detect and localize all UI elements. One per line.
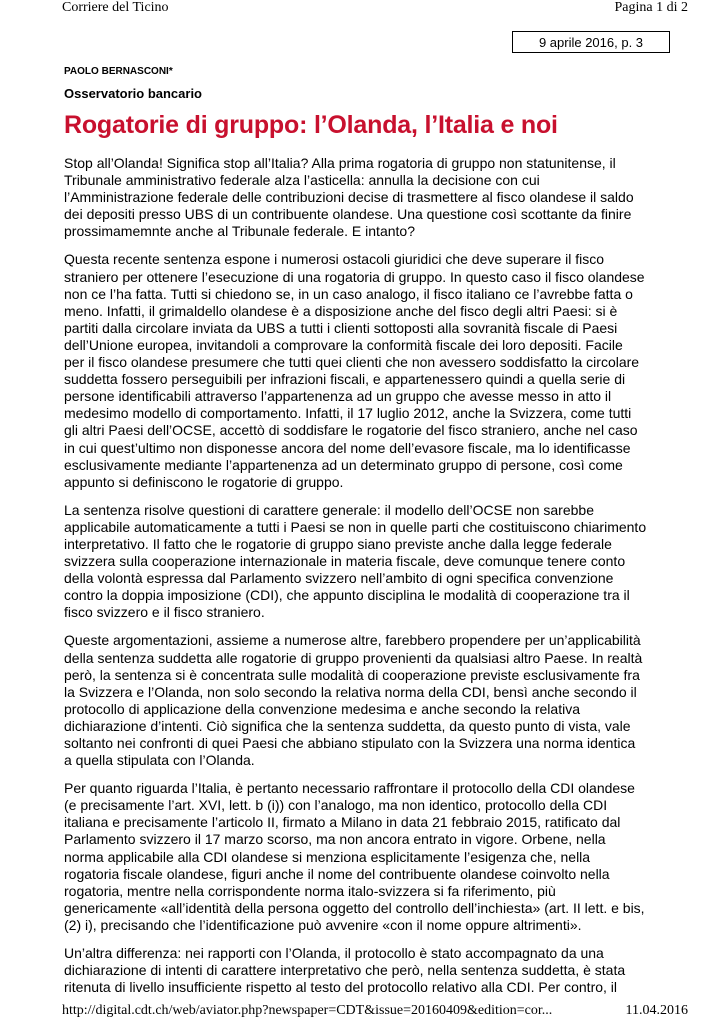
paragraph-line: per il fisco olandese presumere che tutti quei clienti che non avessero soddisfatto la circolare [64, 354, 640, 371]
paragraph [64, 780, 676, 934]
paragraph-line: appunto si definiscono le rogatorie di gruppo. [64, 473, 344, 490]
paragraph-line: della volontà espressa dal Parlamento svizzero nell’ambito di ogni specifica convenzione [64, 570, 614, 587]
paragraph-line: Un’altra differenza: nei rapporti con l’Olanda, il protocollo è stato accompagnato da una [64, 945, 604, 962]
paragraph-line: gli altri Paesi dell’OCSE, accettò di soddisfare le rogatorie del fisco straniero, anche nel caso [64, 422, 638, 439]
paragraph-line: Stop all’Olanda! Significa stop all’Italia? Alla prima rogatoria di gruppo non statunitense, il [64, 155, 616, 171]
paragraph-line: dichiarazione di intenti di carattere interpretativo che però, nella sentenza suddetta, è stata [64, 962, 626, 979]
paragraph-line: soltanto nei confronti di quei Paesi che abbiano stipulato con la Svizzera una norma identica [64, 735, 636, 751]
paragraph-line: italiana e precisamente l’articolo II, firmato a Milano in data 21 febbraio 2015, ratificato dal [64, 814, 621, 831]
paragraph-line: (2) i), precisando che l’identificazione può avvenire «con il nome oppure altrimenti». [64, 916, 582, 933]
paragraph-line: interpretativo. Il fatto che le rogatorie di gruppo siano previste anche dalla legge federale [64, 535, 612, 552]
newspaper-name: Corriere del Ticino [62, 0, 169, 15]
paragraph-line: della sentenza suddetta alle rogatorie di gruppo provenienti da qualsiasi altro Paese. In realtà [64, 649, 643, 666]
paragraph-line: persone identificabili attraverso l’appartenenza ad un gruppo che avesse messo in atto il [64, 388, 612, 405]
paragraph-line: non ce l’ha fatta. Tutti si chiedono se, in un caso analogo, il fisco italiano ce l’avrebbe fatta o [64, 285, 633, 302]
paragraph-line: meno. Infatti, il grimaldello olandese è a disposizione anche del fisco degli altri Paesi: si è [64, 302, 618, 319]
paragraph-line: ritenuta di livello insufficiente rispetto al testo del protocollo relativo alla CDI. Per contro, il [64, 979, 618, 996]
article-title: Rogatorie di gruppo: l’Olanda, l’Italia e noi [64, 111, 558, 139]
paragraph-line: norma applicabile alla CDI olandese si menziona esplicitamente l’esigenza che, nella [64, 848, 591, 865]
paragraph [64, 945, 676, 996]
paragraph-line: La sentenza risolve questioni di carattere generale: il modello dell’OCSE non sarebbe [64, 501, 594, 518]
paragraph-line: Tribunale amministrativo federale alza l’asticella: annulla la decisione con cui [64, 172, 540, 189]
paragraph-line: la Svizzera e l’Olanda, non solo secondo la relativa norma della CDI, bensì anche secondo il [64, 683, 637, 700]
paragraph-line: protocollo di applicazione della convenzione medesima e anche secondo la relativa [64, 700, 580, 717]
paragraph [64, 155, 676, 240]
paragraph-line: suddetta fossero perseguibili per infrazioni fiscali, e appartenessero quindi a quella serie di [64, 371, 626, 388]
paragraph-line: dell’Unione europea, invitandoli a comprovare la conformità fiscale dei loro depositi. Facile [64, 336, 623, 353]
paragraph-line: (e precisamente l’art. XVI, lett. b (i)) con l’analogo, ma non identico, protocollo della CDI [64, 797, 608, 814]
paragraph-line: esclusivamente mediante l’appartenenza ad un determinato gruppo di persone, così come [64, 456, 623, 473]
paragraph-line: però, la sentenza si è concentrata sulle modalità di cooperazione previste esclusivamente fra [64, 666, 640, 683]
paragraph-line: fisco svizzero e il fisco straniero. [64, 604, 265, 621]
print-date: 11.04.2016 [625, 1003, 688, 1018]
article-body [64, 155, 676, 1007]
paragraph-line: dei depositi presso UBS di un contribuente olandese. Una questione così scottante da finire [64, 206, 632, 223]
paragraph-line: medesimo modello di comportamento. Infatti, il 17 luglio 2012, anche la Svizzera, come tutti [64, 405, 632, 422]
paragraph [64, 251, 676, 490]
paragraph-line: Queste argomentazioni, assieme a numerose altre, farebbero propendere per un’applicabilità [64, 632, 641, 649]
paragraph-line: rogatoria, mentre nella corrispondente norma italo-svizzera si fa riferimento, più [64, 882, 556, 899]
paragraph-line: dichiarazione d’intenti. Ciò significa che la sentenza suddetta, da questo punto di vista, vale [64, 717, 631, 734]
paragraph-line: applicabile automaticamente a tutti i Paesi se non in quelle parti che costituiscono chiarimento [64, 518, 647, 535]
section-label: Osservatorio bancario [64, 86, 202, 101]
paragraph [64, 632, 676, 769]
paragraph-line: Per quanto riguarda l’Italia, è pertanto necessario raffrontare il protocollo della CDI olandese [64, 780, 635, 797]
paragraph [64, 502, 676, 622]
date-box: 9 aprile 2016, p. 3 [512, 31, 670, 53]
paragraph-line: Questa recente sentenza espone i numerosi ostacoli giuridici che deve superare il fisco [64, 251, 605, 268]
author: PAOLO BERNASCONI* [64, 66, 173, 77]
paragraph-line: Parlamento svizzero il 17 marzo scorso, ma non ancora entrato in vigore. Orbene, nella [64, 831, 606, 848]
paragraph-line: svizzera sulla cooperazione internazionale in materia fiscale, deve comunque tenere conto [64, 553, 626, 570]
paragraph-line: straniero per ottenere l’esecuzione di una rogatoria di gruppo. In questo caso il fisco olandese [64, 268, 645, 285]
paragraph-line: in cui quest’ultimo non disponesse ancora del nome dell’evasore fiscale, ma lo identificasse [64, 439, 631, 456]
paragraph-line: rogatoria fiscale olandese, figuri anche il nome del contribuente olandese coinvolto nella [64, 865, 610, 882]
paragraph-line: a quella stipulata con l’Olanda. [64, 752, 255, 769]
paragraph-line: partiti dalla circolare inviata da UBS a tutti i clienti sottoposti alla sovranità fiscale di Paesi [64, 319, 618, 336]
paragraph-line: l’Amministrazione federale delle contribuzioni decise di trasmettere al fisco olandese il saldo [64, 189, 634, 206]
page-indicator: Pagina 1 di 2 [614, 0, 688, 15]
paragraph-line: genericamente «all’identità della persona oggetto del controllo dell’inchiesta» (art. II lett. e bis, [64, 899, 645, 916]
source-url[interactable]: http://digital.cdt.ch/web/aviator.php?newspaper=CDT&issue=20160409&edition=cor... [62, 1003, 553, 1018]
paragraph-line: contro la doppia imposizione (CDI), che appunto disciplina le modalità di cooperazione tra il [64, 587, 630, 604]
paragraph-line: prossimamemnte anche al Tribunale federale. E intanto? [64, 223, 415, 240]
